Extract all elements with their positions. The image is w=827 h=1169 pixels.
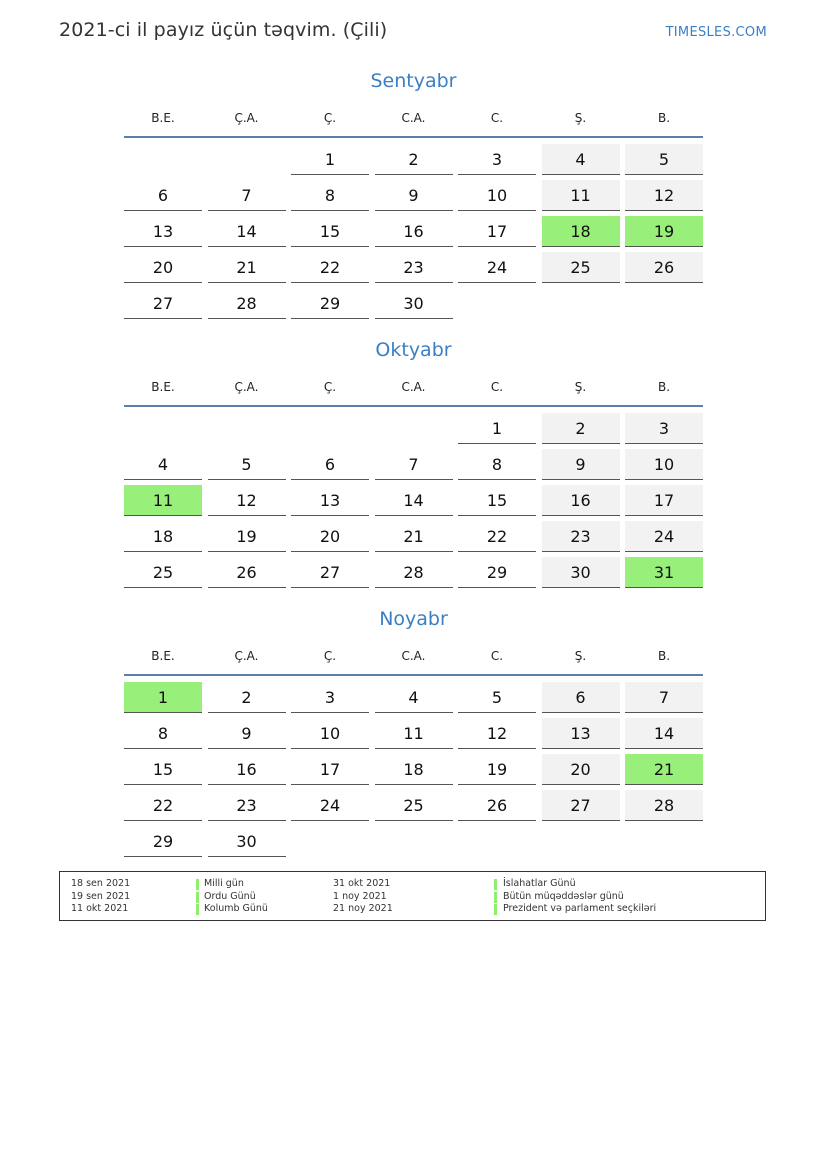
weekday-label: B.: [657, 649, 671, 663]
weekday-label: Ç.A.: [234, 649, 259, 663]
legend-color-marker: [494, 879, 497, 890]
month-title: Oktyabr: [375, 339, 452, 361]
holiday-day-cell: 31: [625, 557, 703, 588]
legend-color-marker: [494, 892, 497, 903]
day-cell: 26: [625, 252, 703, 283]
day-cell: 29: [124, 826, 202, 857]
day-cell: 23: [542, 521, 620, 552]
day-cell: 14: [625, 718, 703, 749]
header-divider: [124, 405, 703, 407]
weekday-label: B.E.: [151, 649, 175, 663]
day-cell: 17: [291, 754, 369, 785]
day-cell: 10: [458, 180, 536, 211]
day-cell: 18: [375, 754, 453, 785]
day-cell: 6: [124, 180, 202, 211]
day-cell: 15: [124, 754, 202, 785]
day-cell: 20: [124, 252, 202, 283]
day-cell: 13: [291, 485, 369, 516]
legend-color-marker: [196, 892, 199, 903]
day-cell: 7: [625, 682, 703, 713]
day-cell: 6: [291, 449, 369, 480]
legend-color-marker: [494, 904, 497, 915]
day-cell: 29: [291, 288, 369, 319]
holiday-day-cell: 18: [542, 216, 620, 247]
month-title: Noyabr: [379, 608, 448, 630]
weekday-label: Ş.: [574, 380, 587, 394]
legend-holiday-name: Milli gün: [204, 878, 244, 889]
day-cell: 22: [291, 252, 369, 283]
weekday-header: [124, 111, 703, 131]
day-cell: 27: [291, 557, 369, 588]
weekday-label: B.E.: [151, 380, 175, 394]
day-cell: 3: [458, 144, 536, 175]
day-cell: 11: [542, 180, 620, 211]
day-cell: 27: [542, 790, 620, 821]
day-cell: 9: [375, 180, 453, 211]
day-cell: 15: [291, 216, 369, 247]
weekday-header: [124, 380, 703, 400]
day-cell: 5: [625, 144, 703, 175]
day-cell: 21: [208, 252, 286, 283]
day-cell: 28: [625, 790, 703, 821]
weekday-label: C.A.: [401, 111, 426, 125]
legend-date: 11 okt 2021: [71, 903, 129, 914]
day-cell: 5: [458, 682, 536, 713]
page-title: 2021-ci il payız üçün təqvim. (Çili): [59, 19, 388, 41]
day-cell: 14: [375, 485, 453, 516]
legend-holiday-name: Bütün müqəddəslər günü: [503, 890, 624, 902]
day-cell: 11: [375, 718, 453, 749]
weekday-label: C.: [490, 380, 504, 394]
weekday-label: Ç.: [323, 111, 337, 125]
day-cell: 8: [124, 718, 202, 749]
day-cell: 7: [375, 449, 453, 480]
day-cell: 9: [208, 718, 286, 749]
day-cell: 30: [208, 826, 286, 857]
legend-date: 19 sen 2021: [71, 890, 131, 902]
day-cell: 24: [458, 252, 536, 283]
day-cell: 14: [208, 216, 286, 247]
holiday-legend: [59, 871, 766, 921]
header-divider: [124, 674, 703, 676]
day-cell: 4: [124, 449, 202, 480]
legend-date: 18 sen 2021: [71, 878, 131, 889]
weekday-label: C.: [490, 111, 504, 125]
day-cell: 5: [208, 449, 286, 480]
day-cell: 16: [208, 754, 286, 785]
legend-date: 21 noy 2021: [333, 903, 393, 914]
day-cell: 24: [625, 521, 703, 552]
legend-holiday-name: Kolumb Günü: [204, 903, 268, 914]
day-cell: 4: [375, 682, 453, 713]
legend-date: 31 okt 2021: [333, 878, 391, 889]
weekday-label: C.A.: [401, 380, 426, 394]
day-cell: 17: [625, 485, 703, 516]
weekday-label: B.: [657, 111, 671, 125]
day-cell: 8: [458, 449, 536, 480]
day-cell: 16: [542, 485, 620, 516]
day-cell: 20: [542, 754, 620, 785]
day-cell: 21: [375, 521, 453, 552]
day-cell: 1: [458, 413, 536, 444]
day-cell: 3: [291, 682, 369, 713]
day-cell: 23: [375, 252, 453, 283]
weekday-label: C.A.: [401, 649, 426, 663]
day-cell: 19: [458, 754, 536, 785]
weekday-label: Ş.: [574, 111, 587, 125]
day-cell: 26: [458, 790, 536, 821]
day-cell: 4: [542, 144, 620, 175]
legend-holiday-name: Ordu Günü: [204, 890, 256, 902]
holiday-day-cell: 21: [625, 754, 703, 785]
holiday-day-cell: 11: [124, 485, 202, 516]
month-title: Sentyabr: [370, 70, 457, 92]
day-cell: 20: [291, 521, 369, 552]
day-cell: 22: [124, 790, 202, 821]
day-cell: 25: [124, 557, 202, 588]
header-divider: [124, 136, 703, 138]
day-cell: 10: [625, 449, 703, 480]
day-cell: 24: [291, 790, 369, 821]
day-cell: 1: [291, 144, 369, 175]
weekday-label: B.E.: [151, 111, 175, 125]
legend-holiday-name: İslahatlar Günü: [503, 878, 576, 889]
day-cell: 10: [291, 718, 369, 749]
day-cell: 6: [542, 682, 620, 713]
day-cell: 28: [208, 288, 286, 319]
day-cell: 12: [208, 485, 286, 516]
legend-color-marker: [196, 904, 199, 915]
day-cell: 8: [291, 180, 369, 211]
weekday-label: Ş.: [574, 649, 587, 663]
day-cell: 12: [625, 180, 703, 211]
day-cell: 25: [375, 790, 453, 821]
day-cell: 17: [458, 216, 536, 247]
holiday-day-cell: 19: [625, 216, 703, 247]
legend-holiday-name: Prezident və parlament seçkiləri: [503, 903, 657, 914]
day-cell: 3: [625, 413, 703, 444]
day-cell: 30: [542, 557, 620, 588]
holiday-day-cell: 1: [124, 682, 202, 713]
weekday-header: [124, 649, 703, 669]
day-cell: 13: [542, 718, 620, 749]
brand-link[interactable]: TIMESLES.COM: [665, 25, 767, 40]
day-cell: 25: [542, 252, 620, 283]
day-cell: 22: [458, 521, 536, 552]
day-cell: 30: [375, 288, 453, 319]
day-cell: 19: [208, 521, 286, 552]
day-cell: 16: [375, 216, 453, 247]
day-cell: 13: [124, 216, 202, 247]
weekday-label: B.: [657, 380, 671, 394]
weekday-label: Ç.: [323, 649, 337, 663]
weekday-label: Ç.: [323, 380, 337, 394]
day-cell: 23: [208, 790, 286, 821]
day-cell: 29: [458, 557, 536, 588]
day-cell: 2: [542, 413, 620, 444]
weekday-label: Ç.A.: [234, 380, 259, 394]
day-cell: 26: [208, 557, 286, 588]
day-cell: 7: [208, 180, 286, 211]
legend-color-marker: [196, 879, 199, 890]
day-cell: 27: [124, 288, 202, 319]
weekday-label: C.: [490, 649, 504, 663]
legend-date: 1 noy 2021: [333, 890, 387, 902]
day-cell: 2: [375, 144, 453, 175]
weekday-label: Ç.A.: [234, 111, 259, 125]
day-cell: 2: [208, 682, 286, 713]
day-cell: 12: [458, 718, 536, 749]
day-cell: 9: [542, 449, 620, 480]
day-cell: 15: [458, 485, 536, 516]
day-cell: 28: [375, 557, 453, 588]
day-cell: 18: [124, 521, 202, 552]
